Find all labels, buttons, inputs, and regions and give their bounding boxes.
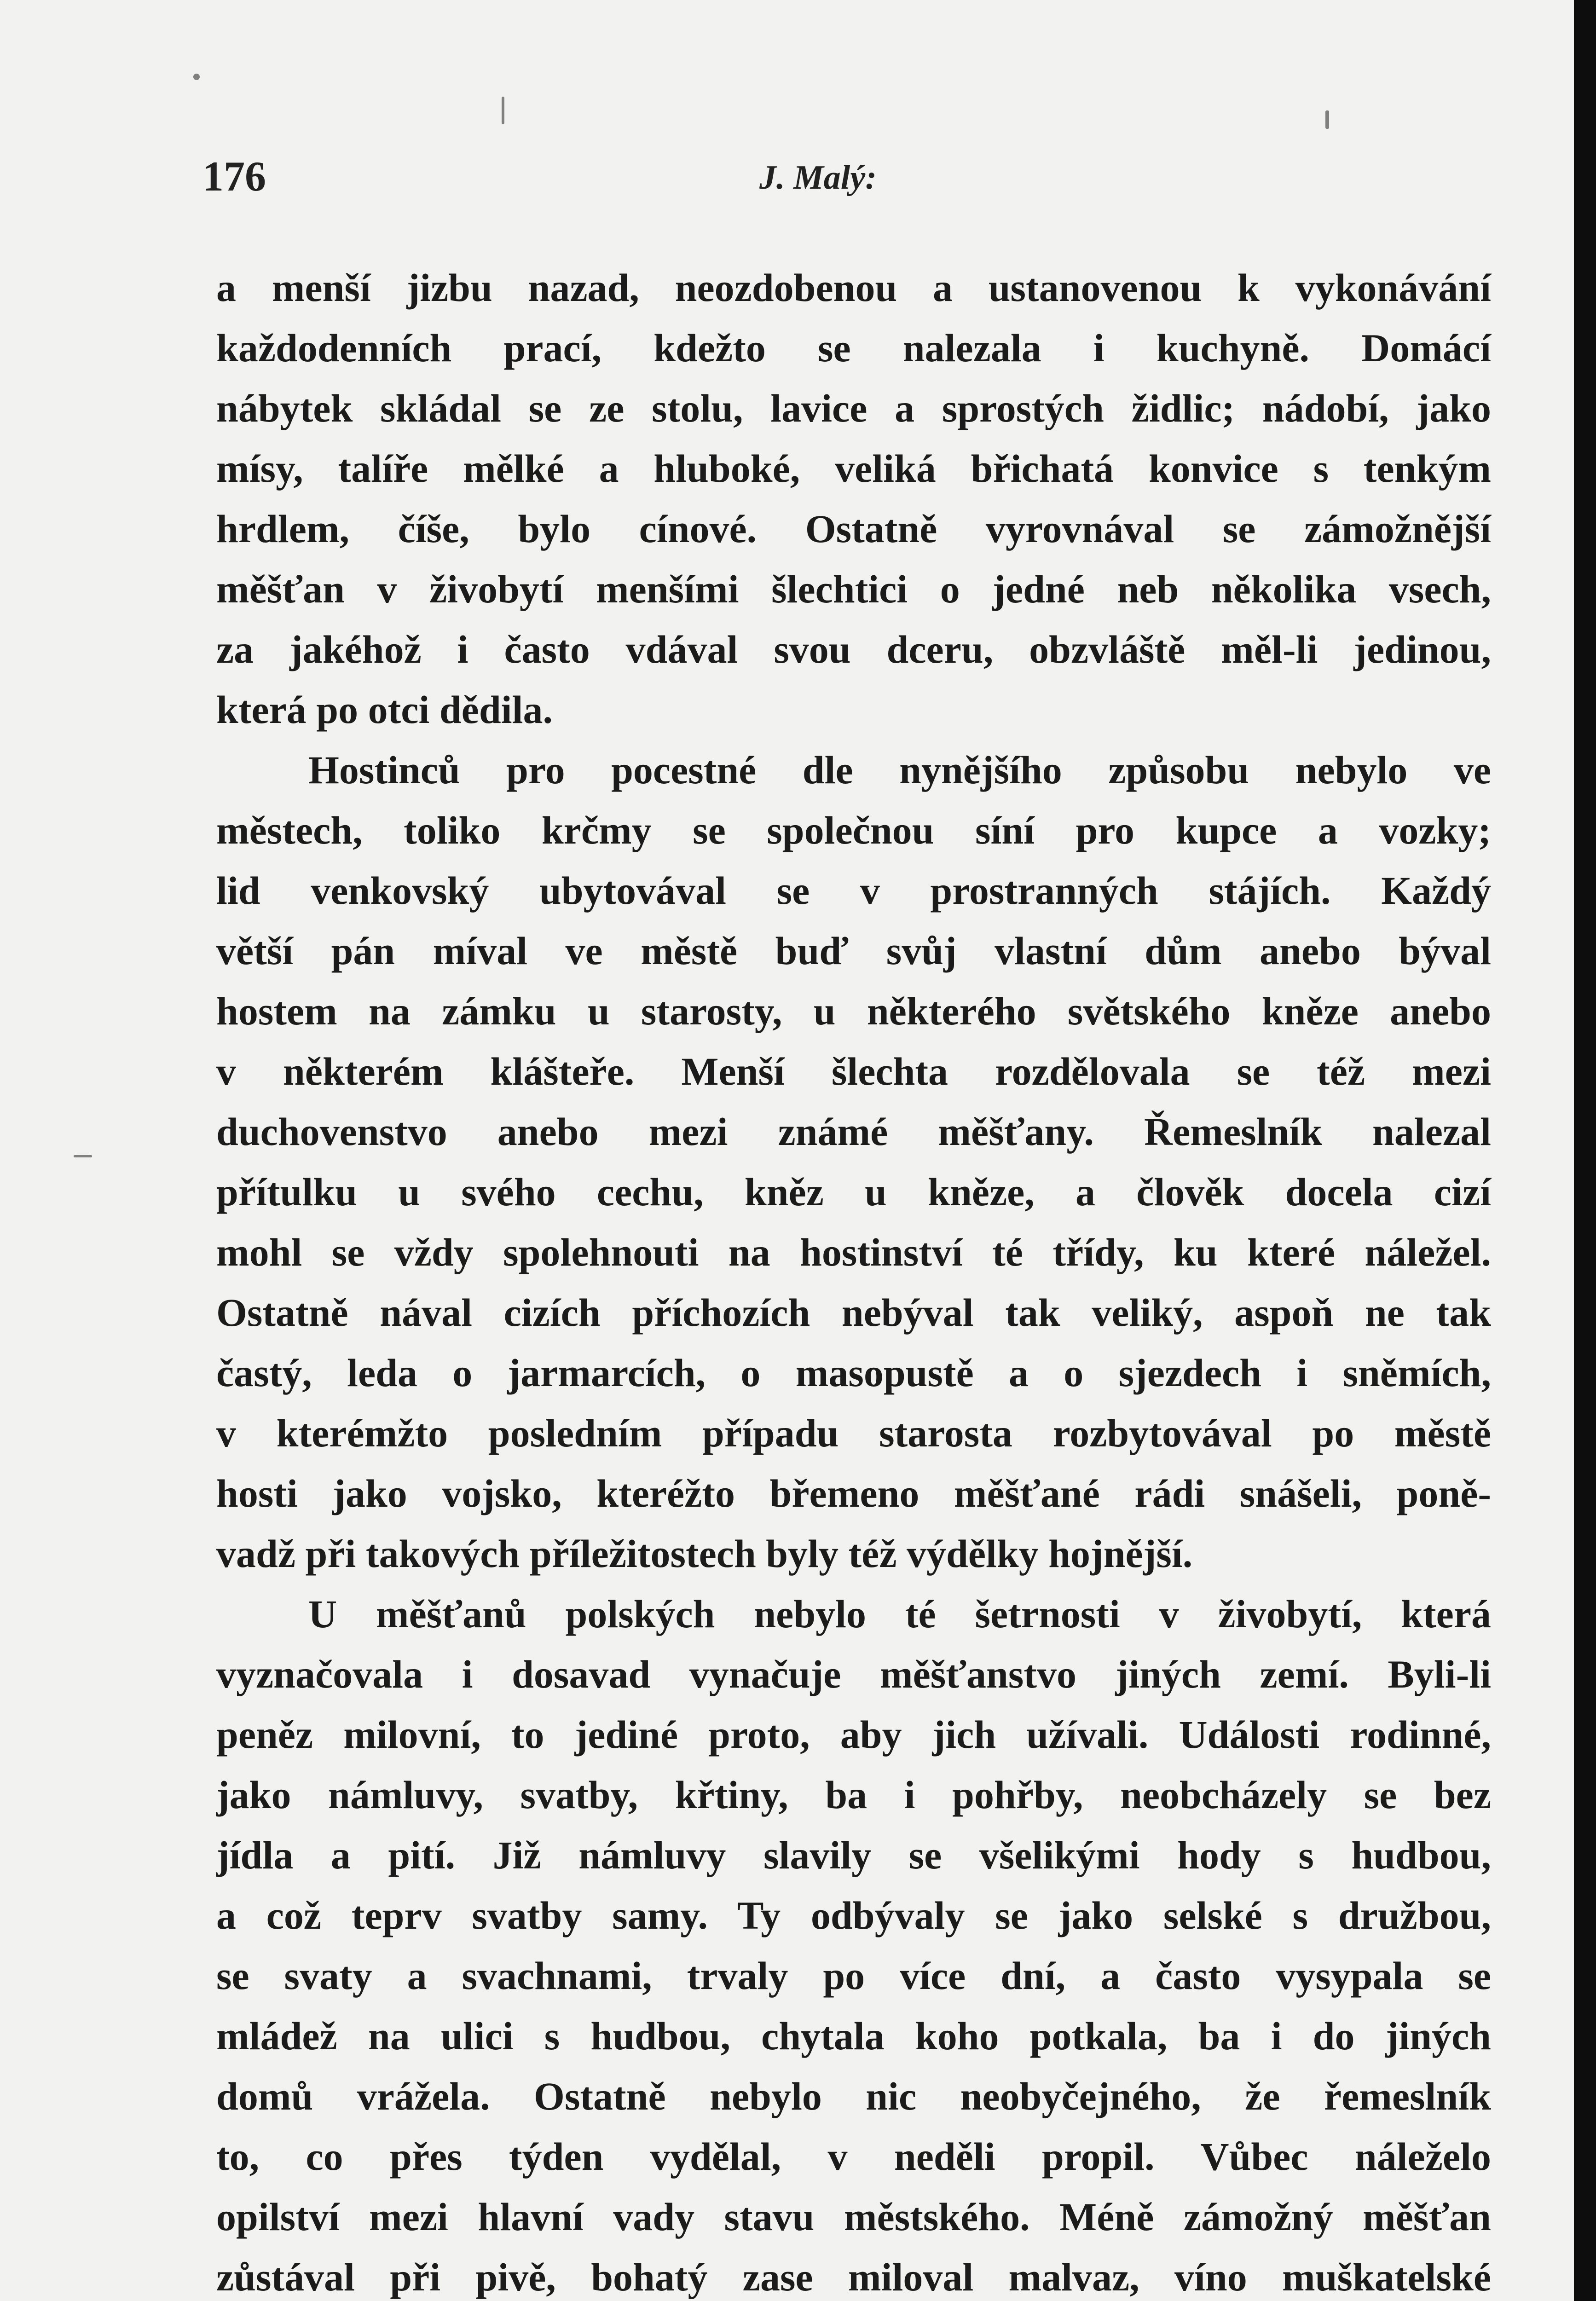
text-line: lid venkovský ubytovával se v prostranných stájích. Každý (216, 868, 1491, 913)
text-line: mládež na ulici s hudbou, chytala koho potkala, ba i do jiných (216, 2014, 1491, 2058)
body-text (216, 258, 1491, 2301)
text-line: v kterémžto posledním případu starosta rozbytovával po městě (216, 1411, 1491, 1455)
text-line: hostem na zámku u starosty, u některého světského kněze anebo (216, 989, 1491, 1033)
text-line: každodenních prací, kdežto se nalezala i kuchyně. Domácí (216, 326, 1491, 370)
text-line: to, co přes týden vydělal, v neděli propil. Vůbec náleželo (216, 2134, 1491, 2179)
paragraph-1 (216, 258, 1491, 740)
text-line: a což teprv svatby samy. Ty odbývaly se jako selské s družbou, (216, 1893, 1491, 1937)
text-line: hosti jako vojsko, kteréžto břemeno měšťané rádi snášeli, poně- (216, 1471, 1491, 1515)
text-line: a menší jizbu nazad, neozdobenou a ustanovenou k vykonávání (216, 266, 1491, 310)
paper-speck (193, 74, 200, 80)
page-number: 176 (202, 153, 266, 200)
text-line: se svaty a svachnami, trvaly po více dní, a často vysypala se (216, 1954, 1491, 1998)
paper-speck (502, 97, 504, 124)
text-line: jídla a pití. Již námluvy slavily se všelikými hody s hudbou, (216, 1833, 1491, 1877)
text-line: hrdlem, číše, bylo cínové. Ostatně vyrovnával se zámožnější (216, 507, 1491, 551)
text-line: opilství mezi hlavní vady stavu městského. Méně zámožný měšťan (216, 2195, 1491, 2239)
page-header (202, 152, 1491, 216)
paragraph-3 (216, 1584, 1491, 2301)
text-line: domů vrážela. Ostatně nebylo nic neobyčejného, že řemeslník (216, 2074, 1491, 2118)
text-line: mísy, talíře mělké a hluboké, veliká břichatá konvice s tenkým (216, 446, 1491, 491)
text-line: Ostatně nával cizích příchozích nebýval tak veliký, aspoň ne tak (216, 1290, 1491, 1335)
text-line: U měšťanů polských nebylo té šetrnosti v živobytí, která (308, 1592, 1491, 1636)
text-line: v některém klášteře. Menší šlechta rozdělovala se též mezi (216, 1049, 1491, 1093)
text-line: Hostinců pro pocestné dle nynějšího způsobu nebylo ve (308, 748, 1491, 792)
text-line: vadž při takových příležitostech byly též výdělky hojnější. (216, 1532, 1193, 1576)
text-line: zůstával při pivě, bohatý zase miloval malvaz, víno muškatelské (216, 2255, 1491, 2299)
text-line: přítulku u svého cechu, kněz u kněze, a člověk docela cizí (216, 1170, 1491, 1214)
text-line: městech, toliko krčmy se společnou síní pro kupce a vozky; (216, 808, 1491, 852)
text-line: která po otci dědila. (216, 688, 553, 732)
text-line: duchovenstvo anebo mezi známé měšťany. Řemeslník nalezal (216, 1110, 1491, 1154)
text-line: větší pán míval ve městě buď svůj vlastní dům anebo býval (216, 929, 1491, 973)
text-line: mohl se vždy spolehnouti na hostinství té třídy, ku které náležel. (216, 1230, 1491, 1274)
text-line: vyznačovala i dosavad vynačuje měšťanstvo jiných zemí. Byli-li (216, 1652, 1491, 1696)
paper-speck (1325, 110, 1329, 129)
paper-speck (74, 1155, 92, 1157)
text-line: peněz milovní, to jediné proto, aby jich užívali. Události rodinné, (216, 1712, 1491, 1757)
text-line: jako námluvy, svatby, křtiny, ba i pohřby, neobcházely se bez (216, 1773, 1491, 1817)
text-line: měšťan v živobytí menšími šlechtici o jedné neb několika vsech, (216, 567, 1491, 611)
paragraph-2 (216, 740, 1491, 1584)
text-line: za jakéhož i často vdával svou dceru, obzvláště měl-li jedinou, (216, 627, 1491, 671)
scan-edge (1574, 0, 1596, 2301)
text-line: častý, leda o jarmarcích, o masopustě a o sjezdech i sněmích, (216, 1351, 1491, 1395)
running-head: J. Malý: (759, 159, 877, 197)
text-line: nábytek skládal se ze stolu, lavice a sprostých židlic; nádobí, jako (216, 386, 1491, 430)
